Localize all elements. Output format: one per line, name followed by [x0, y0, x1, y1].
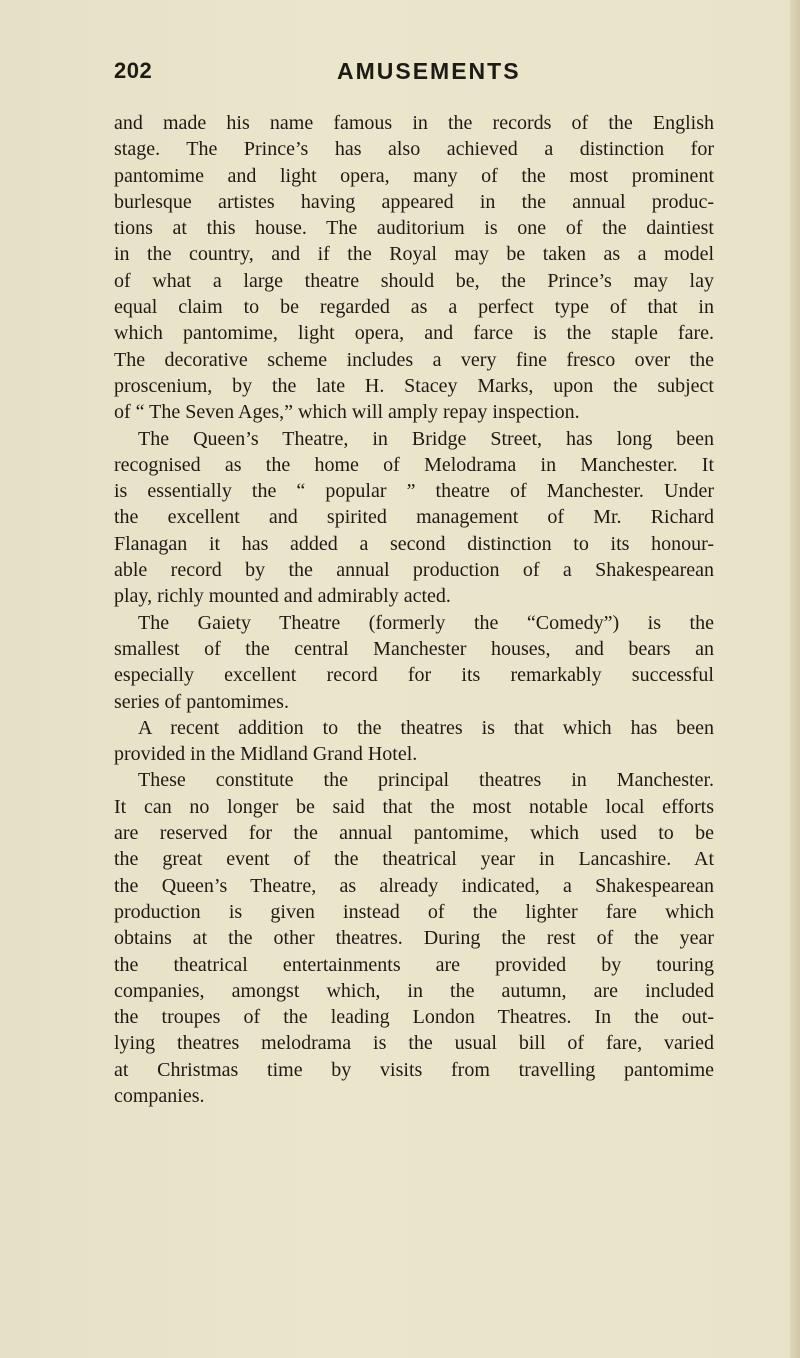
text-line: recognised as the home of Melodrama in Manchester. It [114, 453, 714, 476]
text-line: and made his name famous in the records of the English [114, 112, 714, 134]
page-edge [790, 0, 800, 1358]
text-line: production is given instead of the lighter fare which [114, 900, 714, 923]
text-line: The Gaiety Theatre (formerly the “Comedy”) is the [138, 611, 714, 634]
text-line: series of pantomimes. [114, 690, 289, 713]
text-line: It can no longer be said that the most notable local efforts [114, 795, 714, 818]
text-line: in the country, and if the Royal may be taken as a model [114, 243, 714, 266]
text-line: lying theatres melodrama is the usual bill of fare, varied [114, 1032, 714, 1055]
text-line: the excellent and spirited management of Mr. Richard [114, 506, 714, 529]
text-line: companies. [114, 1084, 205, 1107]
body-text [114, 110, 714, 1109]
running-head: AMUSEMENTS [337, 58, 521, 84]
text-line: play, richly mounted and admirably acted. [114, 585, 451, 608]
text-line: proscenium, by the late H. Stacey Marks, upon the subject [114, 374, 714, 397]
text-line: obtains at the other theatres. During the rest of the year [114, 927, 714, 950]
text-line: companies, amongst which, in the autumn, are included [114, 979, 714, 1002]
text-line: burlesque artistes having appeared in the annual produc- [114, 190, 714, 213]
text-line: pantomime and light opera, many of the most prominent [114, 164, 714, 187]
text-line: equal claim to be regarded as a perfect type of that in [114, 296, 714, 319]
text-line: provided in the Midland Grand Hotel. [114, 743, 418, 766]
page-number: 202 [114, 58, 153, 83]
text-line: smallest of the central Manchester houses, and bears an [114, 637, 714, 660]
text-line: at Christmas time by visits from travelling pantomime [114, 1058, 714, 1081]
text-line: of “ The Seven Ages,” which will amply repay inspection. [114, 401, 580, 424]
text-line: which pantomime, light opera, and farce is the staple fare. [114, 322, 714, 345]
text-line: the great event of the theatrical year in Lancashire. At [114, 848, 714, 871]
text-line: The decorative scheme includes a very fine fresco over the [114, 348, 714, 371]
text-line: stage. The Prince’s has also achieved a distinction for [114, 138, 714, 161]
text-line: the troupes of the leading London Theatres. In the out- [114, 1006, 714, 1029]
text-line: the Queen’s Theatre, as already indicated, a Shakespearean [114, 874, 714, 897]
text-line: tions at this house. The auditorium is one of the daintiest [114, 217, 714, 240]
text-line: the theatrical entertainments are provided by touring [114, 953, 714, 976]
text-line: are reserved for the annual pantomime, which used to be [114, 822, 714, 845]
text-line: Flanagan it has added a second distinction to its honour- [114, 532, 714, 555]
text-line: especially excellent record for its remarkably successful [114, 664, 714, 687]
text-line: A recent addition to the theatres is that which has been [138, 716, 714, 739]
page-header [114, 58, 704, 92]
text-line: able record by the annual production of a Shakespearean [114, 559, 714, 582]
text-line: The Queen’s Theatre, in Bridge Street, has long been [138, 427, 714, 450]
text-line: is essentially the “ popular ” theatre of Manchester. Under [114, 480, 714, 503]
text-line: of what a large theatre should be, the Prince’s may lay [114, 269, 714, 292]
text-line: These constitute the principal theatres in Manchester. [138, 769, 714, 792]
